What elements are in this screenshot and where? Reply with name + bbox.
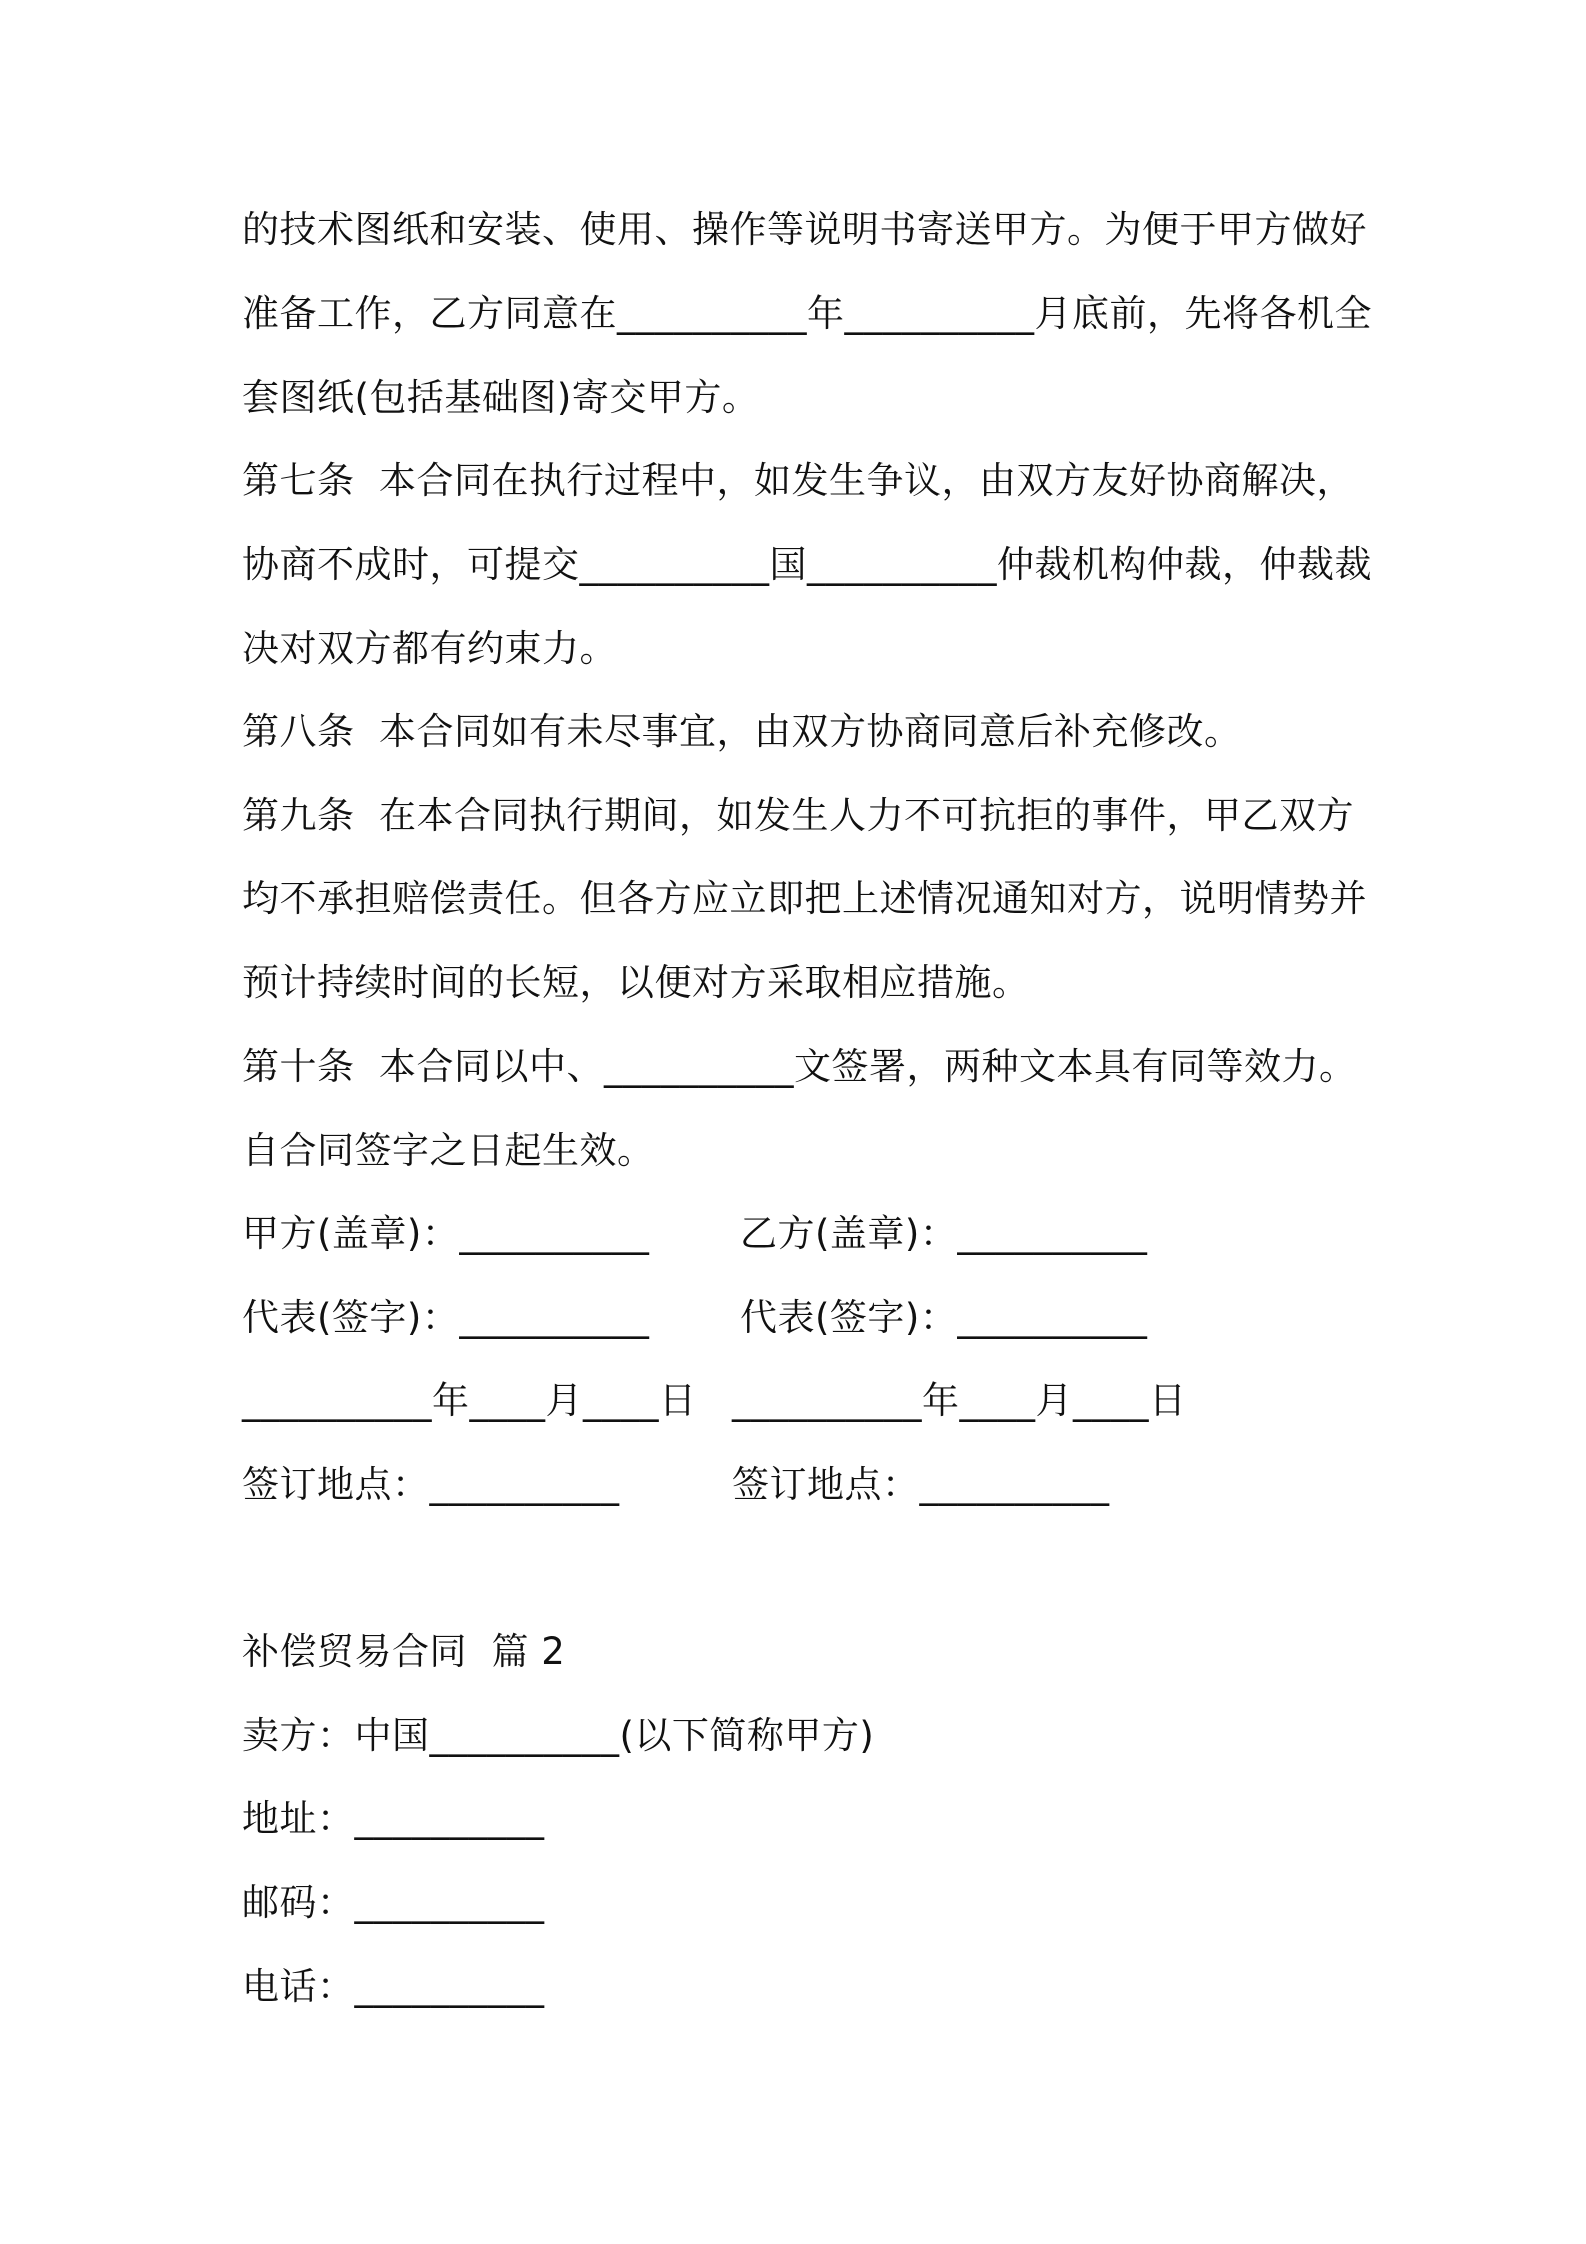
date-a: __________年____月____日 <box>242 1379 697 1422</box>
article-9-line: 均不承担赔偿责任。但各方应立即把上述情况通知对方，说明情势并 <box>242 877 1367 920</box>
representative-a-signature: 代表(签字)：__________ <box>242 1296 650 1339</box>
article-10-line: 自合同签字之日起生效。 <box>242 1129 655 1172</box>
section-title: 补偿贸易合同 篇 2 <box>242 1630 566 1673</box>
signing-place-a: 签订地点：__________ <box>242 1463 620 1506</box>
paragraph-line: 的技术图纸和安装、使用、操作等说明书寄送甲方。为便于甲方做好 <box>242 208 1367 251</box>
article-7-line: 决对双方都有约束力。 <box>242 627 617 670</box>
article-10-line: 第十条 本合同以中、__________文签署，两种文本具有同等效力。 <box>242 1045 1357 1088</box>
party-b-seal: 乙方(盖章)：__________ <box>740 1212 1148 1255</box>
signing-place-b: 签订地点：__________ <box>732 1463 1110 1506</box>
article-9-line: 第九条 在本合同执行期间，如发生人力不可抗拒的事件，甲乙双方 <box>242 794 1355 837</box>
date-b: __________年____月____日 <box>732 1379 1187 1422</box>
paragraph-line: 准备工作，乙方同意在__________年__________月底前，先将各机全 <box>242 292 1372 335</box>
phone-line: 电话：__________ <box>242 1965 545 2008</box>
postcode-line: 邮码：__________ <box>242 1881 545 1924</box>
address-line: 地址：__________ <box>242 1797 545 1840</box>
article-7-line: 第七条 本合同在执行过程中，如发生争议，由双方友好协商解决， <box>242 459 1355 502</box>
article-9-line: 预计持续时间的长短，以便对方采取相应措施。 <box>242 961 1030 1004</box>
article-8-line: 第八条 本合同如有未尽事宜，由双方协商同意后补充修改。 <box>242 710 1242 753</box>
representative-b-signature: 代表(签字)：__________ <box>740 1296 1148 1339</box>
paragraph-line: 套图纸(包括基础图)寄交甲方。 <box>242 376 760 419</box>
article-7-line: 协商不成时，可提交__________国__________仲裁机构仲裁，仲裁裁 <box>242 543 1372 586</box>
seller-line: 卖方：中国__________(以下简称甲方) <box>242 1714 875 1757</box>
party-a-seal: 甲方(盖章)：__________ <box>242 1212 650 1255</box>
